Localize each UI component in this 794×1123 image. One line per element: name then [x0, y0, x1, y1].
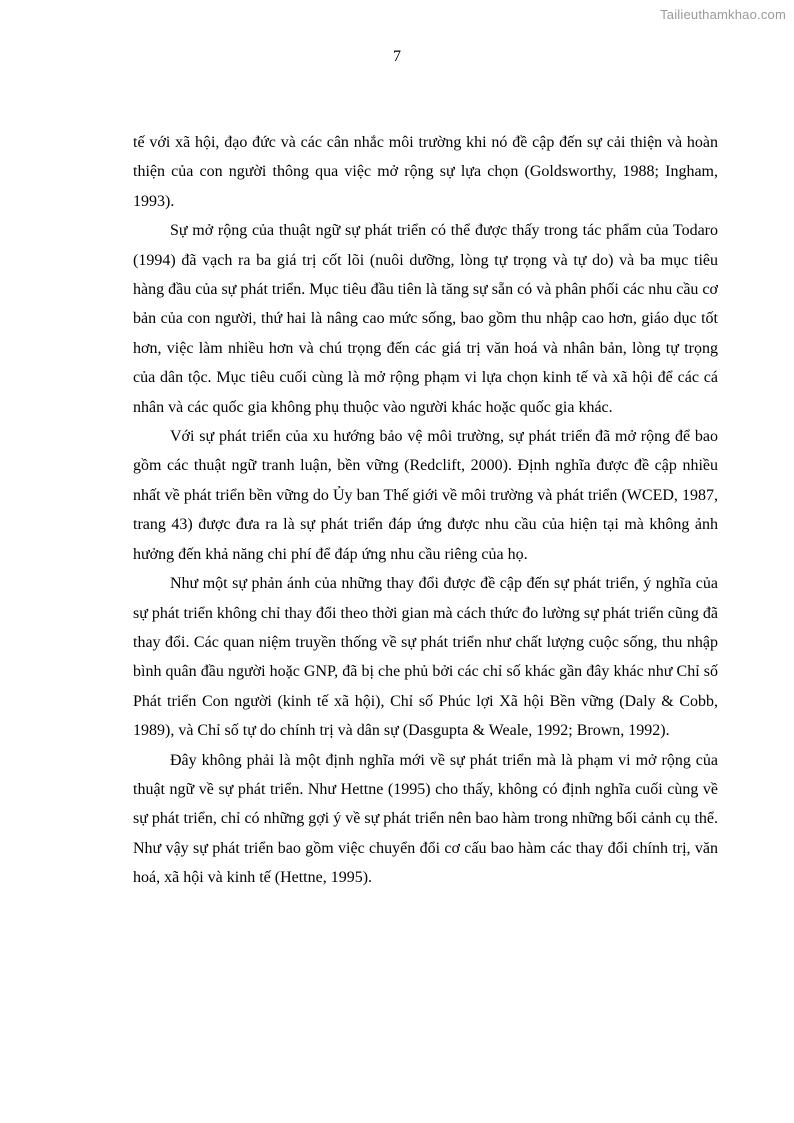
- paragraph-todaro: Sự mở rộng của thuật ngữ sự phát triển có thể được thấy trong tác phẩm của Todaro (1994) đã vạch ra ba giá trị cốt lõi (nuôi dưỡng, lòng tự trọng và tự do) và ba mục tiêu hàng đầu của sự phát triển. Mục tiêu đầu tiên là tăng sự sẵn có và phân phối các nhu cầu cơ bản của con người, thứ hai là nâng cao mức sống, bao gồm thu nhập cao hơn, giáo dục tốt hơn, việc làm nhiều hơn và chú trọng đến các giá trị văn hoá và nhân bản, lòng tự trọng của dân tộc. Mục tiêu cuối cùng là mở rộng phạm vi lựa chọn kinh tế và xã hội để các cá nhân và các quốc gia không phụ thuộc vào người khác hoặc quốc gia khác.: [133, 222, 718, 416]
- paragraph-hettne: Đây không phải là một định nghĩa mới về sự phát triển mà là phạm vi mở rộng của thuật ngữ về sự phát triển. Như Hettne (1995) cho thấy, không có định nghĩa cuối cùng về sự phát triển, chỉ có những gợi ý về sự phát triển nên bao hàm trong những bối cảnh cụ thể. Như vậy sự phát triển bao gồm việc chuyển đổi cơ cấu bao hàm các thay đổi chính trị, văn hoá, xã hội và kinh tế (Hettne, 1995).: [133, 751, 718, 887]
- watermark: Tailieuthamkhao.com: [660, 7, 786, 22]
- document-body: [133, 128, 718, 893]
- paragraph-sustainable-development: Với sự phát triển của xu hướng bảo vệ môi trường, sự phát triển đã mở rộng để bao gồm các thuật ngữ tranh luận, bền vững (Redclift, 2000). Định nghĩa được đề cập nhiều nhất về phát triển bền vững do Ủy ban Thế giới về môi trường và phát triển (WCED, 1987, trang 43) được đưa ra là sự phát triển đáp ứng được nhu cầu của hiện tại mà không ảnh hưởng đến khả năng chi phí để đáp ứng nhu cầu riêng của họ.: [133, 428, 718, 563]
- paragraph-measurement: Như một sự phản ánh của những thay đổi được đề cập đến sự phát triển, ý nghĩa của sự phát triển không chỉ thay đổi theo thời gian mà cách thức đo lường sự phát triển cũng đã thay đổi. Các quan niệm truyền thống về sự phát triển như chất lượng cuộc sống, thu nhập bình quân đầu người hoặc GNP, đã bị che phủ bởi các chỉ số khác gần đây khác như Chỉ số Phát triển Con người (kinh tế xã hội), Chỉ số Phúc lợi Xã hội Bền vững (Daly & Cobb, 1989), và Chỉ số tự do chính trị và dân sự (Dasgupta & Weale, 1992; Brown, 1992).: [133, 575, 718, 740]
- page-number: 7: [393, 48, 401, 65]
- paragraph-continuation: tế với xã hội, đạo đức và các cân nhắc môi trường khi nó đề cập đến sự cải thiện và hoàn thiện của con người thông qua việc mở rộng sự lựa chọn (Goldsworthy, 1988; Ingham, 1993).: [133, 134, 718, 210]
